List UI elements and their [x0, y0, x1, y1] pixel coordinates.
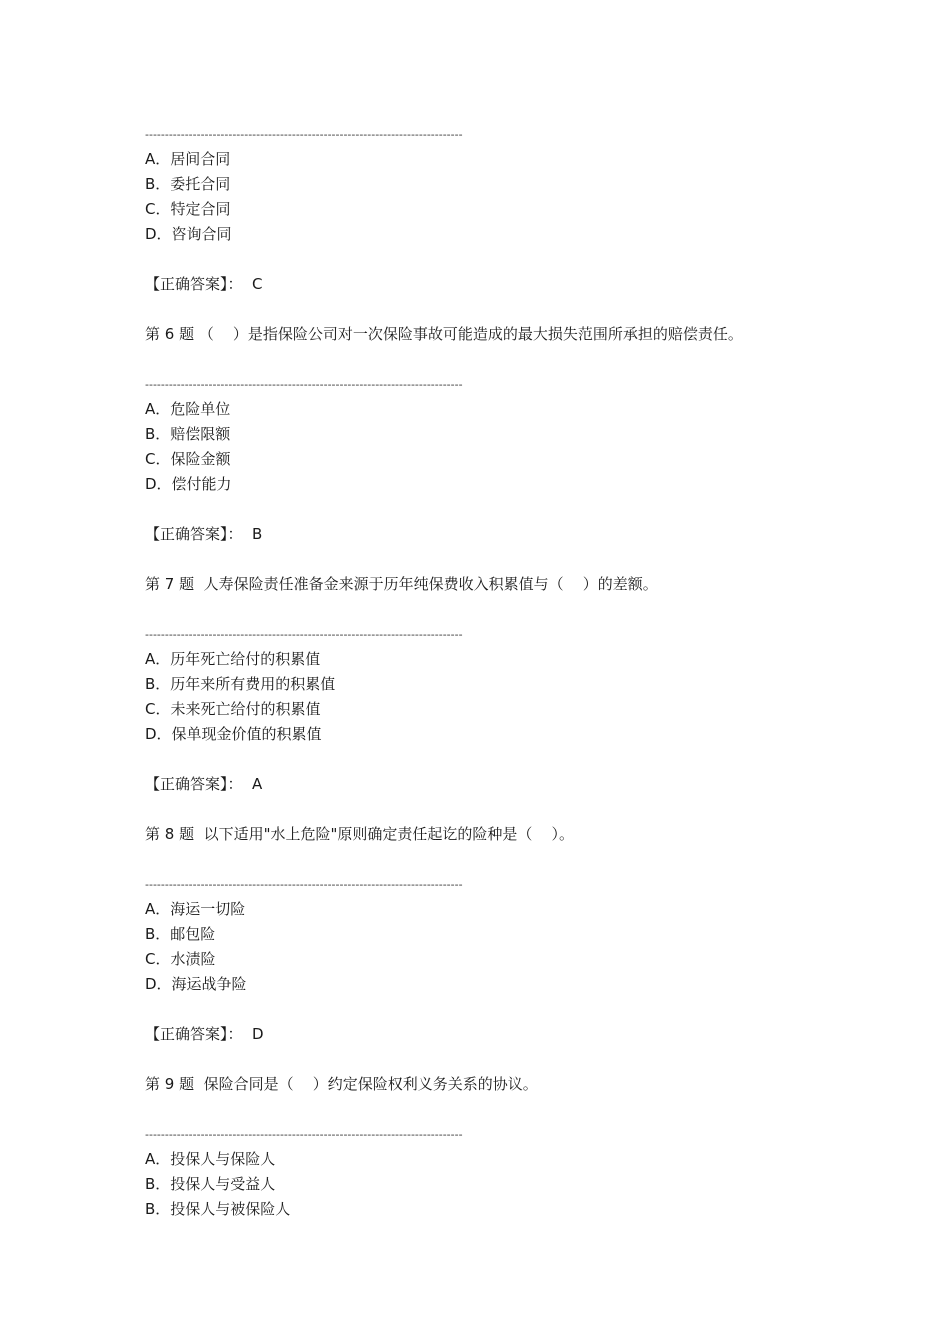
option-b: B．历年来所有费用的积累值 — [145, 675, 336, 693]
option-c: C．水渍险 — [145, 950, 216, 968]
option-d: D．保单现金价值的积累值 — [145, 725, 322, 743]
option-a: A．海运一切险 — [145, 900, 246, 918]
option-a: A．居间合同 — [145, 150, 231, 168]
separator-rule: -------------------------------------------------------------------------------- — [145, 628, 463, 641]
option-b: B．投保人与受益人 — [145, 1175, 276, 1193]
option-a: A．危险单位 — [145, 400, 231, 418]
correct-answer: 【正确答案】： C — [145, 275, 263, 293]
question-7: 第 7 题 人寿保险责任准备金来源于历年纯保费收入积累值与（ ）的差额。 — [145, 575, 658, 593]
option-b: B．邮包险 — [145, 925, 216, 943]
option-c: C．特定合同 — [145, 200, 231, 218]
option-a: A．投保人与保险人 — [145, 1150, 276, 1168]
question-8: 第 8 题 以下适用"水上危险"原则确定责任起讫的险种是（ ）。 — [145, 825, 574, 843]
question-6: 第 6 题 （ ）是指保险公司对一次保险事故可能造成的最大损失范围所承担的赔偿责任。 — [145, 325, 743, 343]
option-c: C．未来死亡给付的积累值 — [145, 700, 321, 718]
correct-answer: 【正确答案】： D — [145, 1025, 264, 1043]
option-d: D．偿付能力 — [145, 475, 232, 493]
question-9: 第 9 题 保险合同是（ ）约定保险权利义务关系的协议。 — [145, 1075, 538, 1093]
option-a: A．历年死亡给付的积累值 — [145, 650, 321, 668]
option-d: D．海运战争险 — [145, 975, 247, 993]
option-b-second: B．投保人与被保险人 — [145, 1200, 291, 1218]
correct-answer: 【正确答案】： A — [145, 775, 263, 793]
correct-answer: 【正确答案】： B — [145, 525, 263, 543]
document-page — [145, 122, 845, 1222]
separator-rule: -------------------------------------------------------------------------------- — [145, 878, 463, 891]
separator-rule: -------------------------------------------------------------------------------- — [145, 378, 463, 391]
option-b: B．赔偿限额 — [145, 425, 231, 443]
option-c: C．保险金额 — [145, 450, 231, 468]
separator-rule: -------------------------------------------------------------------------------- — [145, 128, 463, 141]
separator-rule: -------------------------------------------------------------------------------- — [145, 1128, 463, 1141]
option-d: D．咨询合同 — [145, 225, 232, 243]
option-b: B．委托合同 — [145, 175, 231, 193]
